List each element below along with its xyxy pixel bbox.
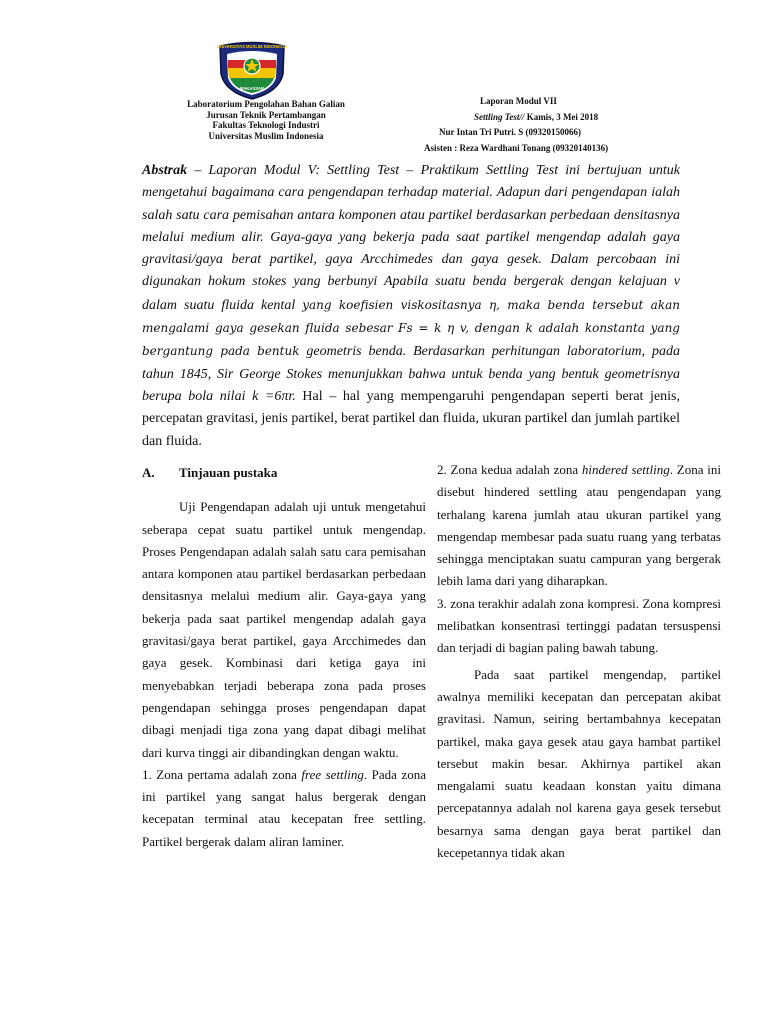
report-title: Laporan Modul VII (480, 96, 557, 106)
section-heading (142, 462, 426, 484)
abstract-label: Abstrak (142, 163, 188, 178)
section-number: A. (142, 465, 155, 480)
zone-1-term: free settling (301, 766, 364, 782)
report-date: Kamis, 3 Mei 2018 (524, 112, 599, 122)
right-column (437, 459, 721, 864)
university-shield-icon (217, 40, 287, 100)
body-paragraph: Uji Pengendapan adalah uji untuk mengetahui seberapa cepat suatu partikel untuk mengendap. Proses Pengendapan adalah salah satu cara pemisahan antara komponen atau partikel berdasarkan perbedaan densitasnya melalui medium alir. Gaya-gaya yang bekerja pada saat partikel mengendap adalah gaya gravitasi/gaya berat partikel, gaya Arcchimedes dan gaya gesek. Kombinasi dari ketiga gaya ini menyebabkan terjadi beberapa zona pada proses pengendapan sehingga proses pengendapan dapat dibagi menjadi tiga zona yang dapat dibagi melihat dari kurva tinggi air dibandingkan dengan waktu. (142, 499, 426, 760)
assistant: Asisten : Reza Wardhani Tonang (09320140136) (424, 143, 609, 153)
header-left-line: Fakultas Teknologi Industri (212, 120, 320, 130)
logo-text-top: UNIVERSITAS MUSLIM INDONESIA (217, 44, 287, 49)
header-left-line: Jurusan Teknik Pertambangan (206, 109, 326, 120)
zone-3-paragraph: 3. zona terakhir adalah zona kompresi. Zona kompresi melibatkan konsentrasi tertinggi padatan tersuspensi dan terjadi di bagian paling bawah tabung. (437, 595, 721, 656)
header-institution (140, 99, 392, 141)
header-left-line: Laboratorium Pengolahan Bahan Galian (187, 99, 345, 109)
zone-2-paragraph (437, 459, 721, 593)
abstract-tail: Hal – hal yang mempengaruhi pengendapan seperti berat jenis, percepatan gravitasi, jenis partikel, berat partikel dan fluida, ukuran partikel dan jumlah partikel dan fluida. (142, 388, 680, 449)
report-subtitle (474, 112, 598, 122)
zone-1-prefix: 1. Zona pertama adalah zona (142, 766, 302, 782)
abstract-intro: – Laporan Modul V: Settling Test – Praktikum Settling Test ini bertujuan untuk mengetahui bagaimana cara pengendapan terhadap material. Adapun dari pengendapan ialah salah satu cara pemisahan antara komponen atau partikel berdasarkan perbedaan densitasnya melalui medium alir. Gaya-gaya yang bekerja pada saat partikel mengendap adalah gaya gravitasi/gaya berat partikel, gaya Arcchimedes dan gaya gesek. Dalam percobaan ini digunakan hokum stokes yang berbunyi Apabila suatu benda bergerak dengan kelajuan v dalam suatu fluida kental (142, 163, 680, 313)
author: Nur Intan Tri Putri. S (09320150066) (439, 127, 582, 137)
section-title: Tinjauan pustaka (179, 465, 278, 480)
university-logo (217, 40, 287, 100)
zone-1-text: . Pada zona ini partikel yang sangat halus bergerak dengan kecepatan terminal atau kecepatan free settling. Partikel bergerak dalam aliran laminer. (142, 766, 426, 849)
abstract (142, 160, 680, 453)
body-paragraph: Pada saat partikel mengendap, partikel awalnya memiliki kecepatan dan percepatan akibat gravitasi. Namun, seiring bertambahnya kecepatan partikel, maka gaya gesek atau gaya hambat partikel tersebut makin besar. Akhirnya partikel akan mengalami suatu keadaan konstan yaitu dimana percepatannya adalah nol karena gaya gesek tersebut besarnya sama dengan gaya berat partikel dan kecepetannya tidak akan (437, 666, 721, 861)
abstract-tail-italic: geometris benda. Berdasarkan perhitungan laboratorium, pada tahun 1845, Sir George Stokes menunjukkan bahwa untuk benda yang bentuk geometrisnya berupa bola nilai k =6πr. (142, 344, 680, 404)
zone-2-term: hindered settling (581, 462, 670, 477)
zone-2-prefix: 2. Zona kedua adalah zona (437, 462, 582, 477)
left-column (142, 462, 426, 853)
zone-2-text: . Zona ini disebut hindered settling atau pengendapan yang terhalang karena jumlah atau ukuran partikel yang mengendap membesar pada suatu ruang yang terbatas sehingga menciptakan suatu campuran yang bergerak lebih lama dari yang diharapkan. (437, 462, 721, 589)
report-subtitle-italic: Settling Test// (474, 112, 525, 122)
abstract-formula: yang koefisien viskositasnya η, maka benda tersebut akan mengalami gaya gesekan fluida sebesar Fs = k η v, dengan k adalah konstanta yang bergantung pada bentuk (142, 297, 680, 359)
zone-1-paragraph (142, 764, 426, 853)
header-left-line: Universitas Muslim Indonesia (208, 130, 324, 141)
logo-text-bottom: MAKASSAR (239, 86, 265, 91)
